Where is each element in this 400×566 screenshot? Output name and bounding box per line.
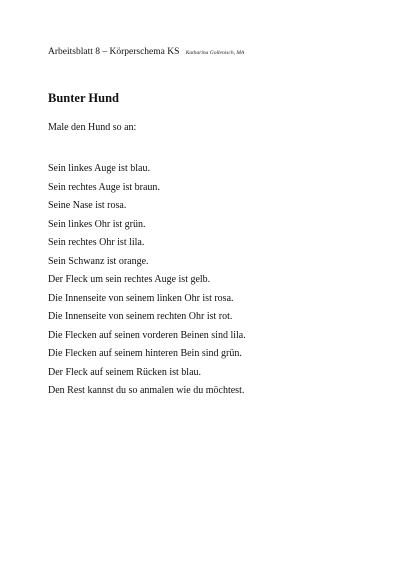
instruction-item: Der Fleck um sein rechtes Auge ist gelb. <box>48 274 211 285</box>
worksheet-header-title: Arbeitsblatt 8 – Körperschema KS <box>48 47 180 57</box>
instruction-item: Die Innenseite von seinem rechten Ohr ist rot. <box>48 311 233 322</box>
instruction-item: Sein rechtes Auge ist braun. <box>48 181 160 193</box>
instruction-item: Der Fleck auf seinem Rücken ist blau. <box>48 366 202 378</box>
instruction-item: Sein rechtes Ohr ist lila. <box>48 237 145 248</box>
page-title: Bunter Hund <box>48 91 119 105</box>
instruction-item: Sein Schwanz ist orange. <box>48 255 149 267</box>
instruction-item: Die Flecken auf seinem hinteren Bein sind grün. <box>48 348 242 359</box>
intro-text: Male den Hund so an: <box>48 122 137 133</box>
instruction-item: Sein linkes Ohr ist grün. <box>48 218 146 230</box>
instruction-list <box>48 162 246 403</box>
worksheet-header <box>48 47 244 57</box>
instruction-item: Die Flecken auf seinen vorderen Beinen sind lila. <box>48 329 246 341</box>
instruction-item: Die Innenseite von seinem linken Ohr ist rosa. <box>48 292 234 304</box>
instruction-item: Den Rest kannst du so anmalen wie du möchtest. <box>48 385 245 396</box>
worksheet-author: Katharina Gollenisch, MA <box>185 50 245 56</box>
instruction-item: Sein linkes Auge ist blau. <box>48 163 150 174</box>
instruction-item: Seine Nase ist rosa. <box>48 200 127 211</box>
